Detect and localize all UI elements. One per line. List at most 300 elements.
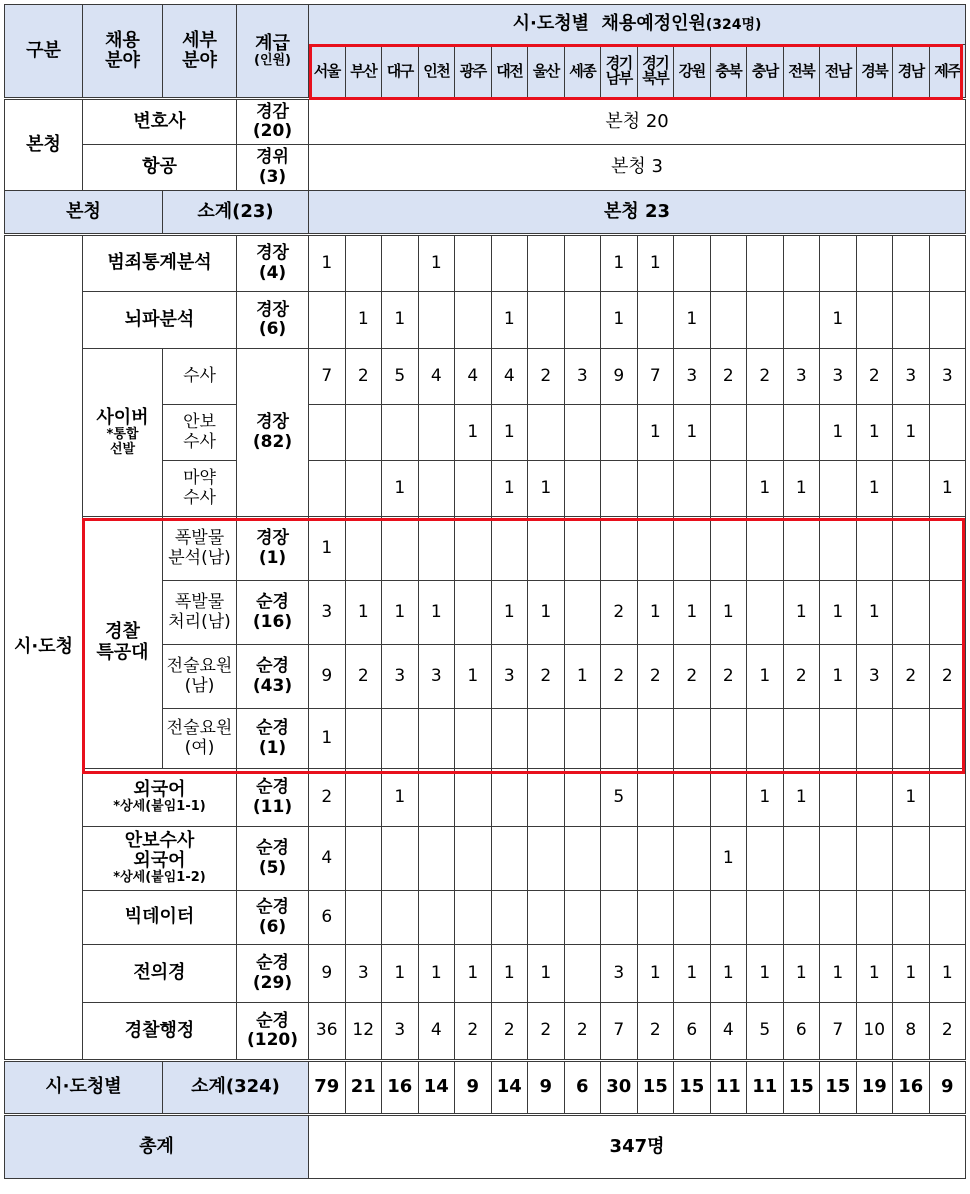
sido-value	[418, 517, 455, 581]
sido-value	[710, 235, 747, 292]
sido-value	[674, 827, 711, 891]
sido-value	[528, 891, 565, 945]
sido-value: 4	[455, 349, 492, 405]
sido-value: 1	[856, 405, 893, 461]
hq-field: 변호사	[83, 99, 237, 145]
sido-subtotal-value: 15	[637, 1061, 674, 1115]
sido-group	[83, 517, 163, 769]
recruitment-table	[4, 4, 966, 1179]
region-header: 울산	[528, 45, 565, 99]
sido-value	[564, 405, 601, 461]
sido-value: 1	[309, 235, 346, 292]
sido-value: 1	[637, 581, 674, 645]
sido-grade: 순경 (120)	[237, 1003, 309, 1061]
sido-value: 2	[747, 349, 784, 405]
region-header: 경기 북부	[637, 45, 674, 99]
sido-value: 1	[601, 235, 638, 292]
grand-total-label: 총계	[5, 1115, 309, 1179]
sido-value	[309, 292, 346, 349]
sido-value	[856, 517, 893, 581]
sido-value	[455, 769, 492, 827]
sido-value: 5	[747, 1003, 784, 1061]
sido-value	[783, 891, 820, 945]
sido-detail: 안보 수사	[163, 405, 237, 461]
sido-value: 1	[309, 709, 346, 769]
sido-value: 9	[601, 349, 638, 405]
sido-subtotal-value: 9	[929, 1061, 966, 1115]
sido-value: 3	[674, 349, 711, 405]
sido-value: 1	[637, 945, 674, 1003]
sido-value: 1	[418, 581, 455, 645]
sido-value	[601, 827, 638, 891]
sido-value: 6	[674, 1003, 711, 1061]
sido-value: 3	[309, 581, 346, 645]
sido-value: 1	[345, 581, 382, 645]
sido-value: 1	[783, 769, 820, 827]
sido-value	[418, 891, 455, 945]
sido-value: 1	[820, 581, 857, 645]
sido-value: 1	[491, 292, 528, 349]
sido-value	[345, 461, 382, 517]
sido-value: 2	[528, 349, 565, 405]
sido-grade: 순경 (5)	[237, 827, 309, 891]
sido-value: 1	[747, 645, 784, 709]
sido-value: 1	[856, 461, 893, 517]
sido-value: 4	[418, 1003, 455, 1061]
sido-value	[564, 292, 601, 349]
sido-value: 3	[601, 945, 638, 1003]
region-header: 전북	[783, 45, 820, 99]
sido-value: 2	[674, 645, 711, 709]
sido-detail: 폭발물 분석(남)	[163, 517, 237, 581]
sido-value	[491, 709, 528, 769]
sido-value	[418, 405, 455, 461]
sido-value: 1	[528, 581, 565, 645]
sido-grade: 순경 (16)	[237, 581, 309, 645]
sido-value	[455, 461, 492, 517]
sido-value	[601, 405, 638, 461]
sido-value	[820, 891, 857, 945]
sido-value: 1	[674, 405, 711, 461]
sido-value	[455, 709, 492, 769]
sido-group-name: 경찰 특공대	[96, 621, 149, 663]
sido-value: 1	[710, 945, 747, 1003]
sido-field-note: *상세(붙임1-2)	[113, 870, 206, 886]
sido-field	[83, 235, 237, 292]
sido-value	[455, 292, 492, 349]
sido-value	[491, 517, 528, 581]
sido-value: 2	[309, 769, 346, 827]
sido-value: 1	[710, 827, 747, 891]
sido-value	[345, 405, 382, 461]
sido-value	[345, 517, 382, 581]
sido-value	[747, 292, 784, 349]
sido-value: 1	[382, 581, 419, 645]
sido-value: 1	[491, 945, 528, 1003]
sido-value: 1	[820, 405, 857, 461]
hq-grade: 경감 (20)	[237, 99, 309, 145]
sido-value	[710, 292, 747, 349]
sido-value: 4	[710, 1003, 747, 1061]
sido-value: 6	[783, 1003, 820, 1061]
sido-value: 1	[710, 581, 747, 645]
sido-grade: 순경 (1)	[237, 709, 309, 769]
sido-value: 2	[345, 645, 382, 709]
sido-value: 7	[601, 1003, 638, 1061]
sido-field-name: 뇌파분석	[124, 308, 195, 330]
sido-value: 4	[309, 827, 346, 891]
sido-detail: 폭발물 처리(남)	[163, 581, 237, 645]
sido-value: 2	[856, 349, 893, 405]
sido-value: 2	[528, 1003, 565, 1061]
sido-value	[929, 827, 966, 891]
sido-value: 2	[783, 645, 820, 709]
sido-value: 1	[893, 769, 930, 827]
sido-detail: 마약 수사	[163, 461, 237, 517]
sido-value	[382, 891, 419, 945]
sido-value: 2	[491, 1003, 528, 1061]
sido-field-name: 경찰행정	[124, 1019, 195, 1041]
sido-value	[564, 769, 601, 827]
sido-value: 1	[783, 461, 820, 517]
hq-subtotal-label: 본청	[5, 191, 163, 235]
sido-value	[601, 891, 638, 945]
sido-value	[893, 827, 930, 891]
sido-value	[710, 769, 747, 827]
region-header: 충북	[710, 45, 747, 99]
header-category: 구분	[5, 5, 83, 99]
sido-value	[491, 235, 528, 292]
sido-value: 9	[309, 945, 346, 1003]
sido-value: 5	[382, 349, 419, 405]
sido-value	[820, 235, 857, 292]
sido-value: 6	[309, 891, 346, 945]
sido-field	[83, 769, 237, 827]
sido-value	[929, 292, 966, 349]
sido-value	[856, 891, 893, 945]
sido-value	[601, 517, 638, 581]
sido-value	[637, 827, 674, 891]
sido-value	[929, 891, 966, 945]
sido-value: 3	[418, 645, 455, 709]
hq-label: 본청	[5, 99, 83, 191]
sido-value	[929, 581, 966, 645]
sido-value: 2	[601, 645, 638, 709]
sido-value: 1	[528, 945, 565, 1003]
sido-field	[83, 891, 237, 945]
sido-detail: 전술요원 (남)	[163, 645, 237, 709]
sido-value	[710, 461, 747, 517]
sido-value: 1	[601, 292, 638, 349]
sido-value	[929, 709, 966, 769]
sido-value	[747, 405, 784, 461]
region-header: 광주	[455, 45, 492, 99]
sido-value	[309, 405, 346, 461]
sido-value: 7	[820, 1003, 857, 1061]
sido-subtotal-value: 15	[783, 1061, 820, 1115]
sido-value: 1	[491, 461, 528, 517]
sido-subtotal-value: 11	[747, 1061, 784, 1115]
sido-value	[345, 709, 382, 769]
sido-value	[783, 709, 820, 769]
sido-value	[528, 769, 565, 827]
sido-value: 1	[455, 405, 492, 461]
sido-value: 3	[783, 349, 820, 405]
sido-subtotal-value: 16	[893, 1061, 930, 1115]
hq-field: 항공	[83, 145, 237, 191]
sido-grade: 순경 (29)	[237, 945, 309, 1003]
sido-value: 1	[382, 945, 419, 1003]
sido-subtotal-value: 9	[528, 1061, 565, 1115]
sido-value	[528, 235, 565, 292]
sido-value: 3	[893, 349, 930, 405]
sido-value: 2	[710, 349, 747, 405]
sido-value: 1	[893, 945, 930, 1003]
region-header: 전남	[820, 45, 857, 99]
sido-value	[820, 709, 857, 769]
sido-value	[674, 709, 711, 769]
sido-value	[455, 581, 492, 645]
plan-total-text: (324명)	[705, 17, 762, 34]
sido-value: 2	[528, 645, 565, 709]
sido-value	[491, 769, 528, 827]
sido-value	[674, 461, 711, 517]
sido-value	[528, 405, 565, 461]
region-header: 경남	[893, 45, 930, 99]
region-header: 서울	[309, 45, 346, 99]
sido-value	[856, 769, 893, 827]
sido-value: 1	[856, 581, 893, 645]
sido-value	[783, 292, 820, 349]
sido-field	[83, 945, 237, 1003]
sido-grade: 순경 (43)	[237, 645, 309, 709]
sido-value: 3	[929, 349, 966, 405]
sido-subtotal-value: 14	[491, 1061, 528, 1115]
sido-value: 2	[710, 645, 747, 709]
sido-value	[418, 769, 455, 827]
region-header: 부산	[345, 45, 382, 99]
sido-field	[83, 1003, 237, 1061]
sido-value	[455, 517, 492, 581]
sido-value	[564, 709, 601, 769]
sido-value	[455, 891, 492, 945]
sido-value	[710, 517, 747, 581]
hq-subtotal-name: 소계(23)	[163, 191, 309, 235]
sido-value	[747, 827, 784, 891]
sido-value: 2	[893, 645, 930, 709]
sido-value: 36	[309, 1003, 346, 1061]
sido-subtotal-value: 15	[820, 1061, 857, 1115]
sido-value	[528, 292, 565, 349]
header-plan-title	[309, 5, 966, 45]
sido-value: 2	[564, 1003, 601, 1061]
sido-subtotal-value: 6	[564, 1061, 601, 1115]
sido-value	[637, 517, 674, 581]
sido-value: 12	[345, 1003, 382, 1061]
sido-field-name: 빅데이터	[124, 906, 195, 928]
sido-value: 1	[783, 581, 820, 645]
sido-value	[856, 709, 893, 769]
sido-value: 1	[564, 645, 601, 709]
sido-value	[929, 517, 966, 581]
sido-value: 1	[491, 581, 528, 645]
sido-value: 1	[747, 461, 784, 517]
sido-value	[893, 461, 930, 517]
hq-subtotal-value: 본청 23	[309, 191, 966, 235]
sido-label: 시·도청	[5, 235, 83, 1061]
sido-value	[491, 891, 528, 945]
sido-value	[418, 292, 455, 349]
sido-value: 1	[674, 581, 711, 645]
sido-value	[710, 405, 747, 461]
sido-group-name: 사이버	[96, 406, 149, 428]
sido-grade: 경장 (82)	[237, 349, 309, 517]
sido-value: 1	[783, 945, 820, 1003]
sido-value	[856, 827, 893, 891]
sido-value: 1	[528, 461, 565, 517]
sido-value	[637, 292, 674, 349]
sido-value	[820, 827, 857, 891]
sido-value	[345, 891, 382, 945]
sido-value: 4	[418, 349, 455, 405]
sido-value	[820, 461, 857, 517]
sido-value: 2	[637, 1003, 674, 1061]
sido-value	[382, 517, 419, 581]
sido-value: 1	[747, 945, 784, 1003]
sido-value: 3	[564, 349, 601, 405]
sido-value	[820, 769, 857, 827]
sido-value	[674, 517, 711, 581]
sido-value	[893, 235, 930, 292]
hq-value: 본청 20	[309, 99, 966, 145]
sido-value	[491, 827, 528, 891]
sido-value: 3	[856, 645, 893, 709]
sido-value	[455, 827, 492, 891]
sido-value	[783, 235, 820, 292]
sido-value: 7	[637, 349, 674, 405]
sido-value: 2	[929, 1003, 966, 1061]
sido-value: 1	[893, 405, 930, 461]
sido-value: 1	[929, 945, 966, 1003]
region-header: 세종	[564, 45, 601, 99]
sido-value: 2	[455, 1003, 492, 1061]
sido-value: 2	[345, 349, 382, 405]
grand-total-value: 347명	[309, 1115, 966, 1179]
sido-value: 1	[455, 945, 492, 1003]
sido-value	[893, 891, 930, 945]
sido-value	[528, 517, 565, 581]
sido-value: 1	[345, 292, 382, 349]
sido-subtotal-value: 30	[601, 1061, 638, 1115]
sido-grade: 경장 (1)	[237, 517, 309, 581]
sido-subtotal-value: 79	[309, 1061, 346, 1115]
sido-subtotal-value: 21	[345, 1061, 382, 1115]
sido-value: 4	[491, 349, 528, 405]
sido-value: 10	[856, 1003, 893, 1061]
sido-value	[747, 581, 784, 645]
sido-value	[382, 235, 419, 292]
sido-value	[564, 581, 601, 645]
sido-value: 1	[309, 517, 346, 581]
sido-value	[564, 461, 601, 517]
sido-value	[856, 292, 893, 349]
sido-value	[345, 769, 382, 827]
sido-value	[929, 235, 966, 292]
sido-value: 1	[637, 235, 674, 292]
sido-value	[601, 709, 638, 769]
sido-value: 9	[309, 645, 346, 709]
sido-value	[674, 235, 711, 292]
sido-grade: 경장 (6)	[237, 292, 309, 349]
region-header: 대전	[491, 45, 528, 99]
sido-value: 1	[491, 405, 528, 461]
header-grade	[237, 5, 309, 99]
sido-value: 1	[674, 945, 711, 1003]
sido-field-note: *상세(붙임1-1)	[113, 799, 206, 815]
sido-value	[564, 891, 601, 945]
sido-value: 1	[820, 292, 857, 349]
header-grade-unit: (인원)	[254, 52, 291, 68]
sido-value	[418, 827, 455, 891]
sido-value: 1	[418, 235, 455, 292]
sido-value	[637, 461, 674, 517]
sido-value	[674, 769, 711, 827]
sido-detail: 전술요원 (여)	[163, 709, 237, 769]
sido-value: 1	[418, 945, 455, 1003]
sido-value: 3	[491, 645, 528, 709]
hq-value: 본청 3	[309, 145, 966, 191]
sido-value: 5	[601, 769, 638, 827]
sido-value: 1	[820, 645, 857, 709]
sido-group	[83, 349, 163, 517]
sido-value	[893, 517, 930, 581]
sido-value: 2	[637, 645, 674, 709]
sido-value: 3	[382, 645, 419, 709]
sido-subtotal-value: 9	[455, 1061, 492, 1115]
sido-value	[564, 517, 601, 581]
sido-subtotal-value: 15	[674, 1061, 711, 1115]
sido-value	[747, 891, 784, 945]
sido-field-name: 범죄통계분석	[107, 252, 212, 274]
sido-detail: 수사	[163, 349, 237, 405]
hq-grade: 경위 (3)	[237, 145, 309, 191]
sido-group-note: *통합 선발	[106, 427, 139, 457]
sido-value	[856, 235, 893, 292]
sido-subtotal-value: 16	[382, 1061, 419, 1115]
sido-grade: 경장 (4)	[237, 235, 309, 292]
sido-grade: 순경 (6)	[237, 891, 309, 945]
sido-value: 1	[637, 405, 674, 461]
sido-value	[528, 709, 565, 769]
region-header: 인천	[418, 45, 455, 99]
sido-value: 3	[345, 945, 382, 1003]
sido-value: 1	[455, 645, 492, 709]
sido-value: 2	[929, 645, 966, 709]
sido-subtotal-value: 14	[418, 1061, 455, 1115]
sido-value	[820, 517, 857, 581]
sido-value	[382, 827, 419, 891]
sido-subtotal-value: 19	[856, 1061, 893, 1115]
sido-value	[382, 709, 419, 769]
sido-value: 3	[820, 349, 857, 405]
sido-value: 1	[747, 769, 784, 827]
sido-value	[345, 235, 382, 292]
sido-value	[747, 235, 784, 292]
sido-field	[83, 292, 237, 349]
sido-value	[929, 405, 966, 461]
sido-value	[564, 235, 601, 292]
sido-value: 8	[893, 1003, 930, 1061]
